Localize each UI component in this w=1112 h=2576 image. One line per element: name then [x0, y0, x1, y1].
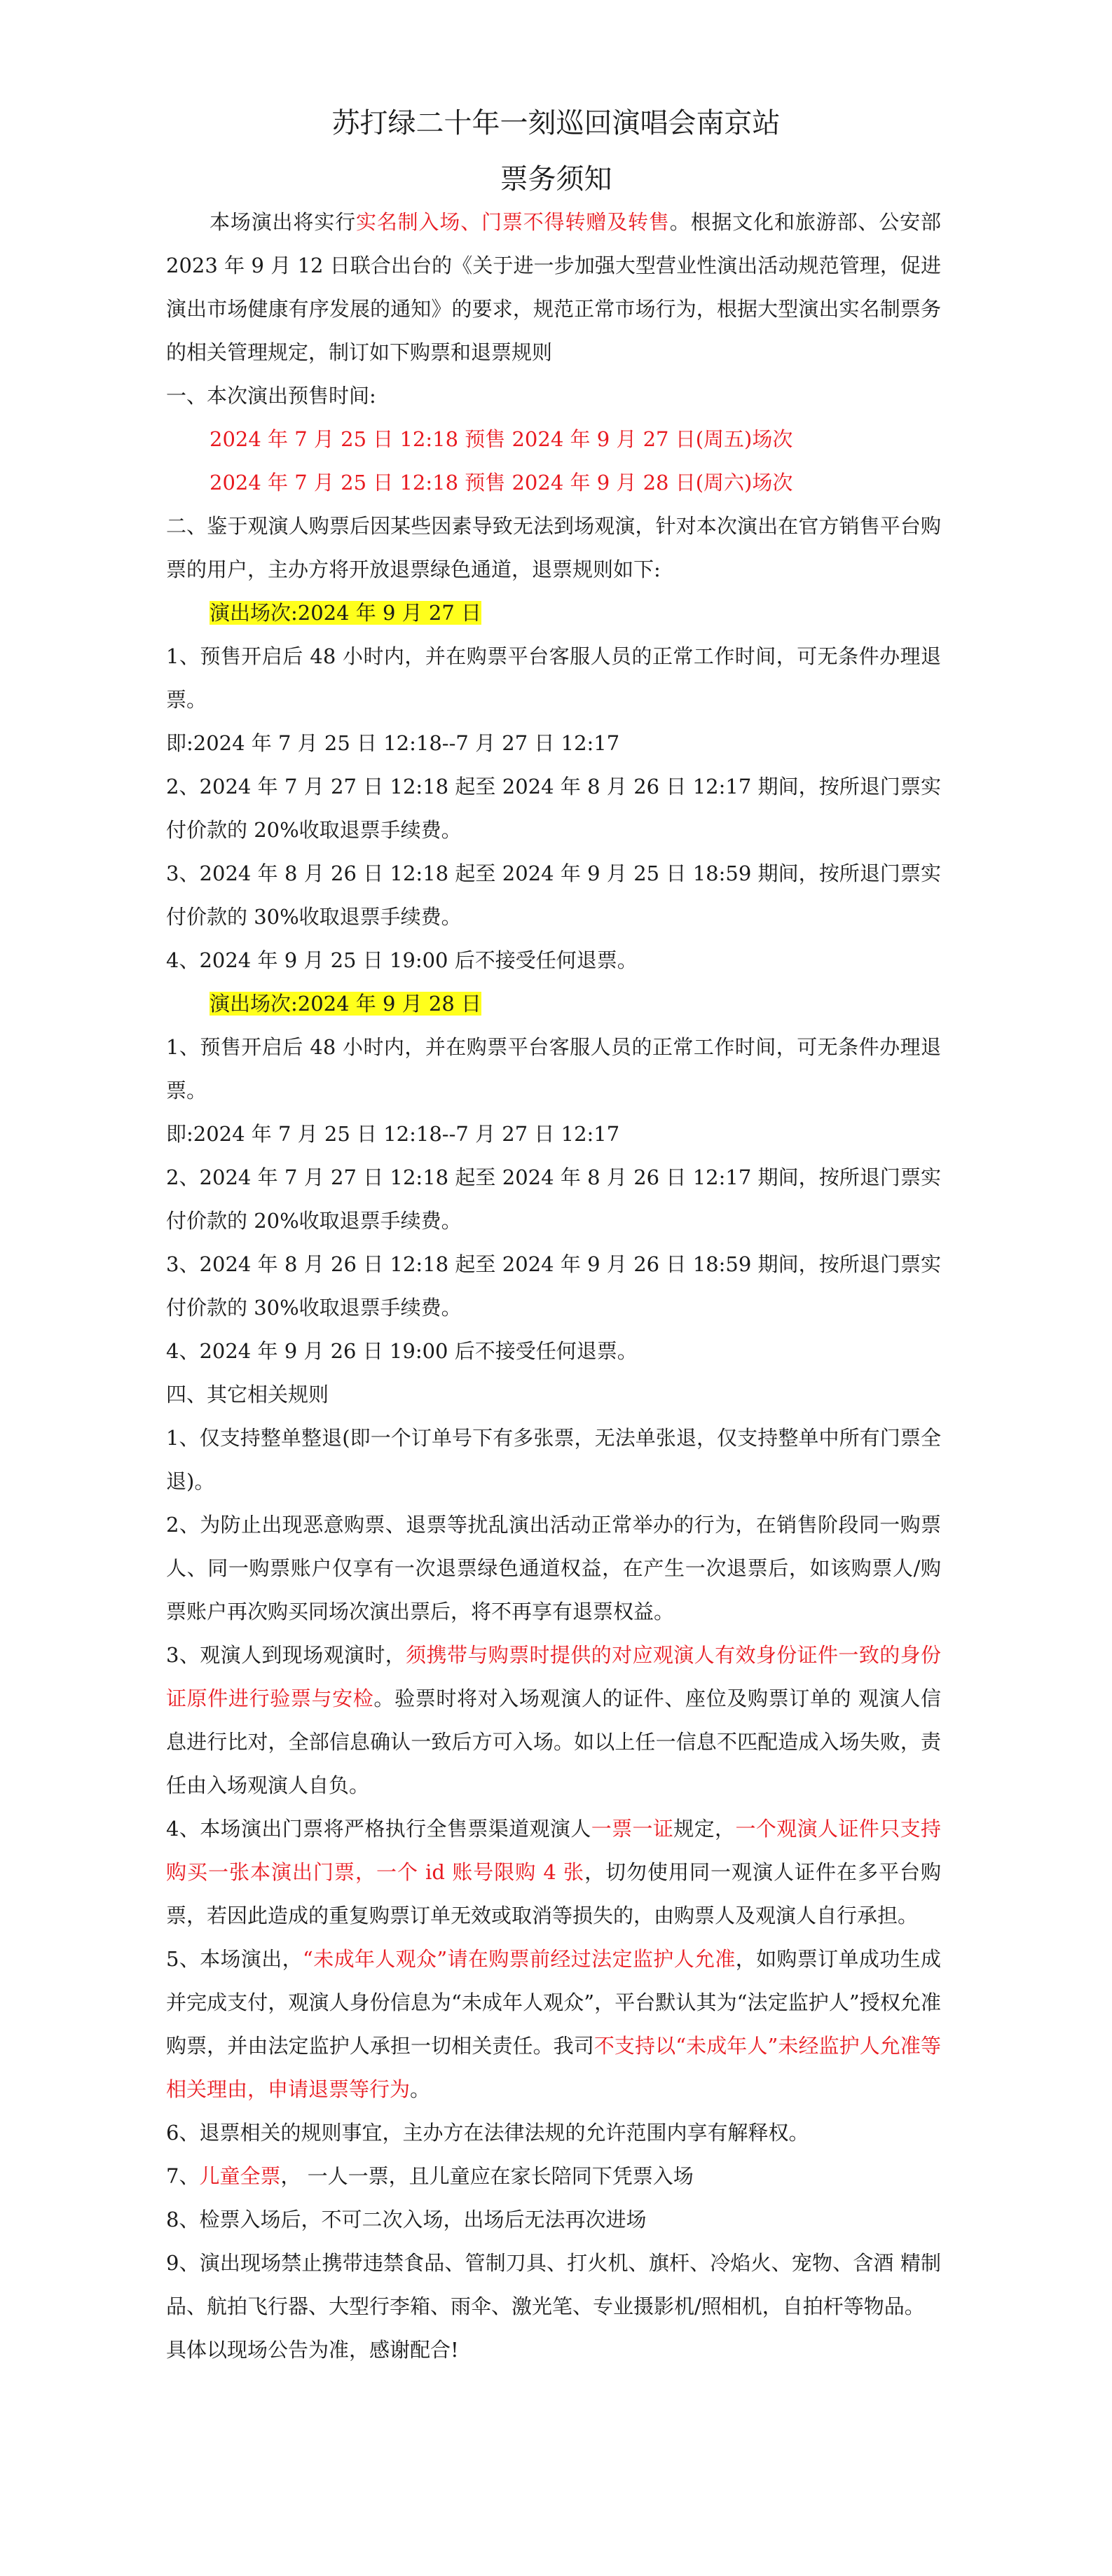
refund-rule-1: 1、预售开启后 48 小时内，并在购票平台客服人员的正常工作时间，可无条件办理退票。 [166, 1035, 941, 1102]
show-date-label-0927: 演出场次:2024 年 9 月 27 日 [210, 601, 482, 625]
other-rule-8: 8、检票入场后，不可二次入场，出场后无法再次进场 [166, 2208, 647, 2231]
refund-rule-3: 3、2024 年 8 月 26 日 12:18 起至 2024 年 9 月 26 日 18:59 期间，按所退门票实付价款的 30%收取退票手续费。 [166, 1252, 941, 1320]
refund-rule-3: 3、2024 年 8 月 26 日 12:18 起至 2024 年 9 月 25 日 18:59 期间，按所退门票实付价款的 30%收取退票手续费。 [166, 861, 941, 929]
refund-rule-1-window: 即:2024 年 7 月 25 日 12:18--7 月 27 日 12:17 [166, 1122, 620, 1146]
other-rule-6: 6、退票相关的规则事宜，主办方在法律法规的允许范围内享有解释权。 [166, 2121, 809, 2145]
refund-rule-4: 4、2024 年 9 月 25 日 19:00 后不接受任何退票。 [166, 948, 638, 972]
closing-note: 具体以现场公告为准，感谢配合! [166, 2338, 459, 2362]
document-body [166, 200, 941, 2371]
other-rule-5: 5、本场演出，“未成年人观众”请在购票前经过法定监护人允准，如购票订单成功生成并完成支付，观演人身份信息为“未成年人观众”，平台默认其为“法定监护人”授权允准购票，并由法定监护人承担一切相关责任。我司不支持以“未成年人”未经监护人允准等相关理由，申请退票等行为。 [166, 1947, 941, 2101]
other-rule-3: 3、观演人到现场观演时，须携带与购票时提供的对应观演人有效身份证件一致的身份证原件进行验票与安检。验票时将对入场观演人的证件、座位及购票订单的 观演人信息进行比对，全部信息确认一致后方可入场。如以上任一信息不匹配造成入场失败，责任由入场观演人自负。 [166, 1643, 941, 1797]
section2-heading: 二、鉴于观演人购票后因某些因素导致无法到场观演，针对本次演出在官方销售平台购票的用户，主办方将开放退票绿色通道，退票规则如下: [166, 514, 941, 581]
refund-rule-2: 2、2024 年 7 月 27 日 12:18 起至 2024 年 8 月 26 日 12:17 期间，按所退门票实付价款的 20%收取退票手续费。 [166, 775, 941, 842]
refund-rule-4: 4、2024 年 9 月 26 日 19:00 后不接受任何退票。 [166, 1339, 638, 1363]
refund-rule-2: 2、2024 年 7 月 27 日 12:18 起至 2024 年 8 月 26 日 12:17 期间，按所退门票实付价款的 20%收取退票手续费。 [166, 1165, 941, 1233]
other-rule-4: 4、本场演出门票将严格执行全售票渠道观演人一票一证规定，一个观演人证件只支持购买一张本演出门票，一个 id 账号限购 4 张，切勿使用同一观演人证件在多平台购票，若因此造成的重复购票订单无效或取消等损失的，由购票人及观演人自行承担。 [166, 1817, 941, 1927]
other-rule-1: 1、仅支持整单整退(即一个订单号下有多张票，无法单张退，仅支持整单中所有门票全退)。 [166, 1426, 941, 1493]
document-title: 苏打绿二十年一刻巡回演唱会南京站 [331, 107, 781, 139]
other-rule-9: 9、演出现场禁止携带违禁食品、管制刀具、打火机、旗杆、冷焰火、宠物、含酒 精制品、航拍飞行器、大型行李箱、雨伞、激光笔、专业摄影机/照相机，自拍杆等物品。 [166, 2251, 941, 2318]
refund-rule-1: 1、预售开启后 48 小时内，并在购票平台客服人员的正常工作时间，可无条件办理退票。 [166, 644, 941, 712]
show-date-label-0928: 演出场次:2024 年 9 月 28 日 [210, 992, 482, 1016]
section4-heading: 四、其它相关规则 [166, 1383, 329, 1406]
real-name-emphasis: 实名制入场、门票不得转赠及转售 [355, 210, 670, 234]
section1-heading: 一、本次演出预售时间: [166, 384, 376, 408]
refund-rule-1-window: 即:2024 年 7 月 25 日 12:18--7 月 27 日 12:17 [166, 731, 620, 755]
other-rule-2: 2、为防止出现恶意购票、退票等扰乱演出活动正常举办的行为，在销售阶段同一购票人、同一购票账户仅享有一次退票绿色通道权益，在产生一次退票后，如该购票人/购票账户再次购买同场次演出票后，将不再享有退票权益。 [166, 1513, 941, 1623]
presale-line-0927: 2024 年 7 月 25 日 12:18 预售 2024 年 9 月 27 日(周五)场次 [210, 427, 793, 451]
presale-line-0928: 2024 年 7 月 25 日 12:18 预售 2024 年 9 月 28 日(周六)场次 [210, 471, 793, 494]
intro-paragraph: 本场演出将实行实名制入场、门票不得转赠及转售。根据文化和旅游部、公安部 2023 年 9 月 12 日联合出台的《关于进一步加强大型营业性演出活动规范管理，促进演出市场健康有序发展的通知》的要求，规范正常市场行为，根据大型演出实名制票务的相关管理规定，制订如下购票和退票规则 [166, 210, 941, 364]
other-rule-7: 7、儿童全票， 一人一票，且儿童应在家长陪同下凭票入场 [166, 2164, 694, 2188]
document-subtitle: 票务须知 [500, 163, 612, 195]
